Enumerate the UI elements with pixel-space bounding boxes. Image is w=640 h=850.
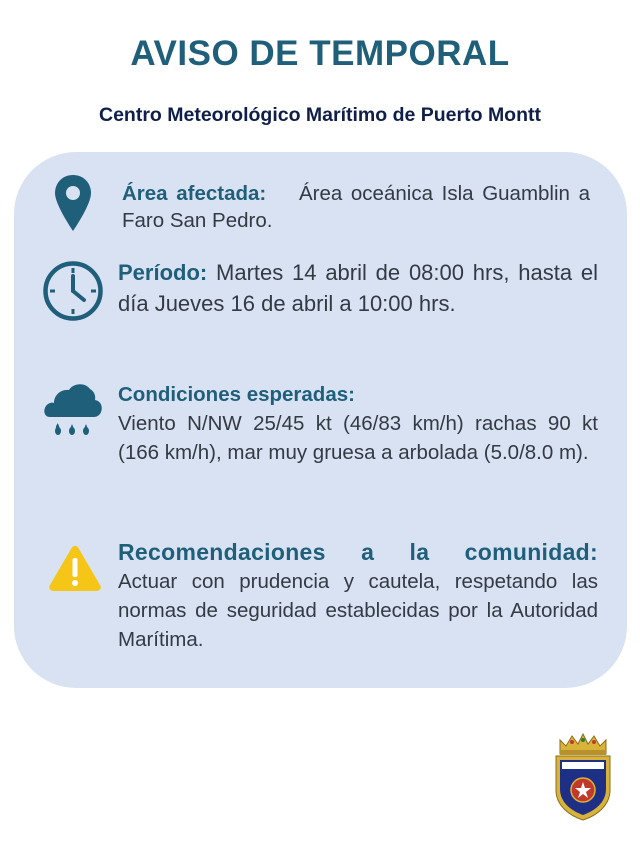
area-section <box>122 180 590 234</box>
period-heading: Período: <box>118 260 208 285</box>
recommendations-section <box>118 538 598 654</box>
period-section <box>118 257 598 319</box>
page-subtitle: Centro Meteorológico Marítimo de Puerto Montt <box>99 104 541 126</box>
area-heading: Área afectada: <box>122 182 267 205</box>
page-title: AVISO DE TEMPORAL <box>130 34 510 73</box>
conditions-heading: Condiciones esperadas: <box>118 383 355 406</box>
period-text: Martes 14 abril de 08:00 hrs, hasta el día Jueves 16 de abril a 10:00 hrs. <box>118 260 598 316</box>
area-text: Área oceánica Isla Guamblin a Faro San Pedro. <box>122 182 590 232</box>
conditions-section <box>118 380 598 467</box>
armada-emblem-icon <box>552 732 614 822</box>
conditions-text: Viento N/NW 25/45 kt (46/83 km/h) rachas 90 kt (166 km/h), mar muy gruesa a arbolada (5.0/8.0 m). <box>118 412 598 464</box>
map-pin-icon <box>54 174 92 232</box>
warning-icon <box>47 543 103 593</box>
clock-icon <box>42 260 104 322</box>
recommendations-text: Actuar con prudencia y cautela, respetando las normas de seguridad establecidas por la Autoridad Marítima. <box>118 570 598 651</box>
rain-cloud-icon <box>42 380 104 438</box>
recommendations-heading: Recomendaciones a la comunidad: <box>118 539 598 565</box>
